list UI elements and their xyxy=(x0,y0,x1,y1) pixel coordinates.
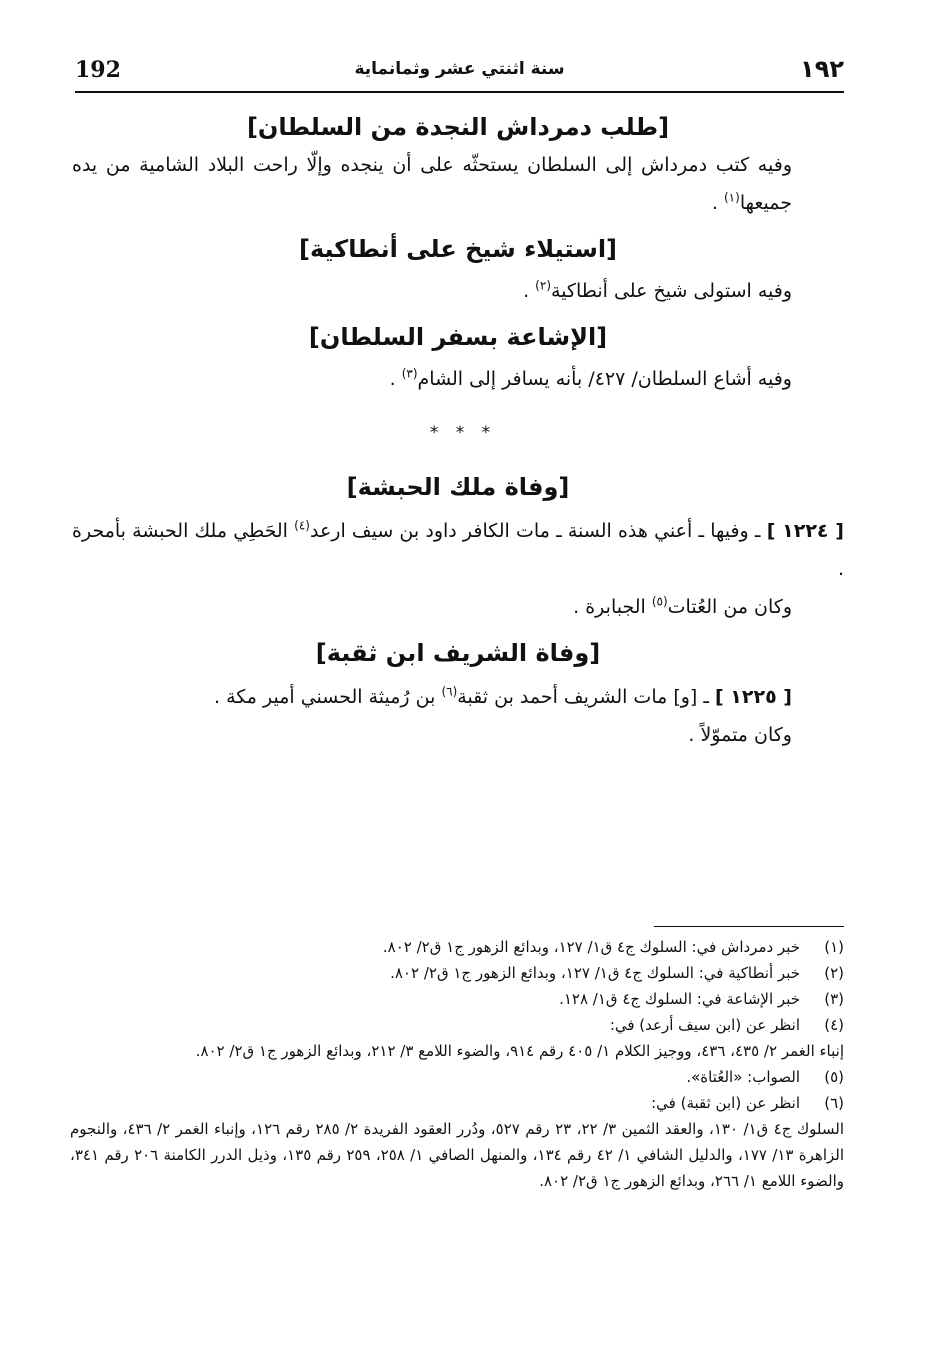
footnote xyxy=(70,986,844,1012)
footnote-continuation: السلوك ج٤ ق١/ ١٣٠، والعقد الثمين ٣/ ٢٢، ٢٣ رقم ٥٢٧، ودُرر العقود الفريدة ٢/ ٢٨٥ رقم ١٢٦، وإنباء الغمر ٢/ ٤٣٦، والنجوم الزاهرة ١٣/ ١٧٧، والدليل الشافي ١/ ٤٢ رقم ١٣٤، والمنهل الصافي ١/ ٢٥٨، ٢٥٩ رقم ١٣٥، وذيل الدرر الكامنة ٢٠٦ رقم ٣٤١، والضوء اللامع ١/ ٢٦٦، وبدائع الزهور ج١ ق٢/ ٨٠٢. xyxy=(70,1120,845,1190)
section-heading: [وفاة الشريف ابن ثقبة] xyxy=(315,639,601,667)
paragraph-text: وفيه كتب دمرداش إلى السلطان يستحثّه على أن ينجده وإلّا راحت البلاد الشامية من يده جميعها xyxy=(72,154,792,214)
footnote xyxy=(70,934,844,960)
footnote-number: (٦) xyxy=(824,1094,844,1112)
paragraph-end: . xyxy=(389,368,402,390)
entry-text-cont: الحَطِي ملك الحبشة بأمحرة . xyxy=(72,520,844,580)
entry-number: [ ١٢٢٥ ] xyxy=(714,686,792,708)
footnote-ref: (٥) xyxy=(651,594,668,609)
paragraph: وكان متموّلاً . xyxy=(688,724,792,746)
section-separator: * * * xyxy=(429,423,497,443)
section-heading: [طلب دمرداش النجدة من السلطان] xyxy=(246,113,670,141)
footnote xyxy=(70,1064,844,1090)
paragraph xyxy=(72,360,844,398)
footnote-number: (٣) xyxy=(824,990,844,1008)
footnote-text: الصواب: «العُتاة». xyxy=(686,1068,800,1086)
footnote xyxy=(70,960,844,986)
footnote xyxy=(70,1090,844,1116)
entry-paragraph xyxy=(72,512,844,588)
footnote-number: (٢) xyxy=(824,964,844,982)
page-header xyxy=(75,55,844,93)
paragraph-text: وفيه استولى شيخ على أنطاكية xyxy=(551,280,792,302)
footnote-continuation: إنباء الغمر ٢/ ٤٣٥، ٤٣٦، ووجيز الكلام ١/ ٤٠٥ رقم ٩١٤، والضوء اللامع ٣/ ٢١٢، وبدائع الزهور ج١ ق٢/ ٨٠٢. xyxy=(195,1042,844,1060)
page-number-arabic: ١٩٢ xyxy=(800,55,844,83)
paragraph xyxy=(72,146,844,222)
main-text xyxy=(72,108,844,754)
footnote-ref: (٤) xyxy=(294,518,310,533)
paragraph-end: الجبابرة . xyxy=(573,596,652,618)
paragraph-end: . xyxy=(711,192,724,214)
paragraph-end: . xyxy=(523,280,536,302)
page-number-latin: 192 xyxy=(75,57,121,83)
running-title: سنة اثنتي عشر وثمانماية xyxy=(354,59,565,79)
footnotes xyxy=(70,934,844,1194)
footnote-ref: (٦) xyxy=(441,684,458,699)
section-heading: [الإشاعة بسفر السلطان] xyxy=(308,323,608,351)
footnote-ref: (٢) xyxy=(535,278,551,293)
entry-text: ـ [و] مات الشريف أحمد بن ثقبة xyxy=(457,686,715,708)
entry-paragraph xyxy=(72,678,844,716)
entry-text-cont: بن رُميثة الحسني أمير مكة . xyxy=(214,686,442,708)
footnote-text: خبر الإشاعة في: السلوك ج٤ ق١/ ١٢٨. xyxy=(559,990,800,1008)
footnote-text: خبر أنطاكية في: السلوك ج٤ ق١/ ١٢٧، وبدائع الزهور ج١ ق٢/ ٨٠٢. xyxy=(390,964,800,982)
footnote-text: خبر دمرداش في: السلوك ج٤ ق١/ ١٢٧، وبدائع الزهور ج١ ق٢/ ٨٠٢. xyxy=(382,938,800,956)
entry-number: [ ١٢٢٤ ] xyxy=(766,520,844,542)
paragraph-text: وفيه أشاع السلطان/ ٤٢٧/ بأنه يسافر إلى الشام xyxy=(417,368,792,390)
footnote xyxy=(70,1012,844,1038)
footnote-text: انظر عن (ابن سيف أرعد) في: xyxy=(609,1016,800,1034)
footnote-number: (١) xyxy=(824,938,844,956)
footnote-ref: (١) xyxy=(723,190,740,205)
entry-text: ـ وفيها ـ أعني هذه السنة ـ مات الكافر داود بن سيف ارعد xyxy=(309,520,767,542)
footnote-ref: (٣) xyxy=(401,366,418,381)
footnote-divider xyxy=(654,926,844,927)
section-heading: [استيلاء شيخ على أنطاكية] xyxy=(298,235,618,263)
paragraph-text: وكان من العُتات xyxy=(667,596,792,618)
footnote-number: (٥) xyxy=(824,1068,844,1086)
paragraph xyxy=(72,272,844,310)
footnote-text: انظر عن (ابن ثقبة) في: xyxy=(651,1094,800,1112)
section-heading: [وفاة ملك الحبشة] xyxy=(346,473,570,501)
footnote-number: (٤) xyxy=(824,1016,844,1034)
paragraph xyxy=(72,588,844,626)
